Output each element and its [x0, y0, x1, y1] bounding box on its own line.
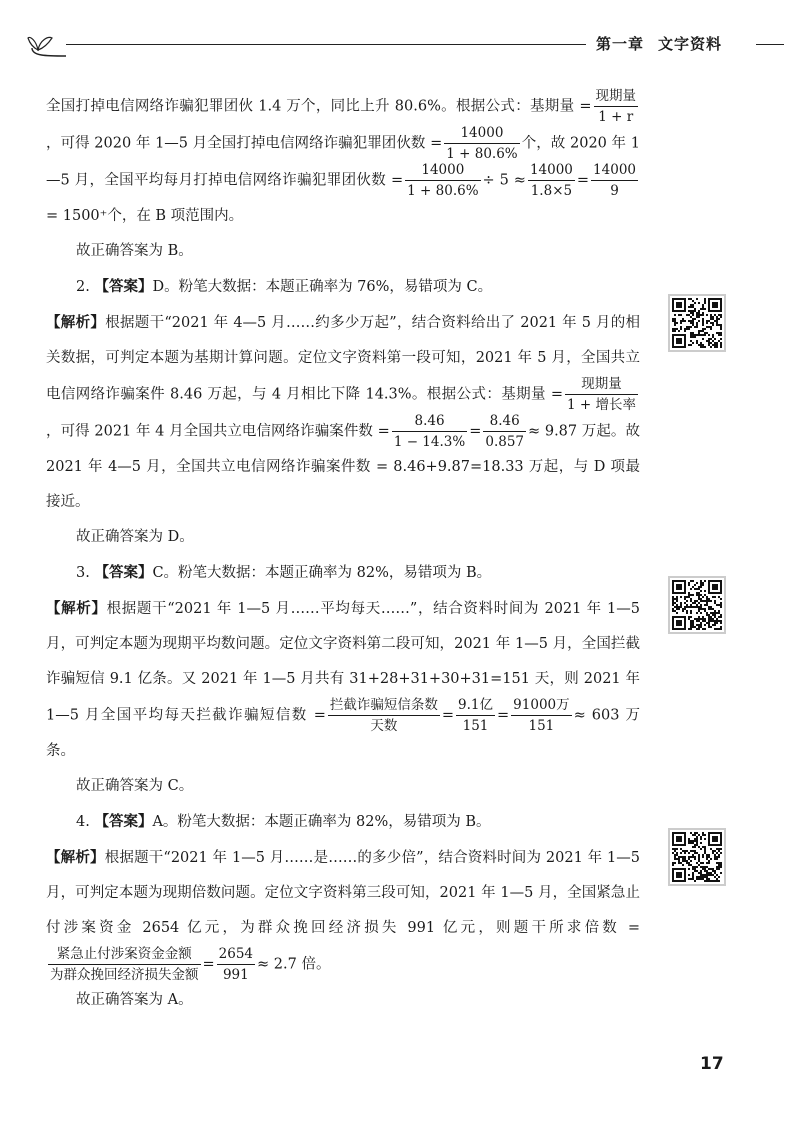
text-run: 故正确答案为 A。: [76, 992, 193, 1008]
fraction-numerator: 14000: [444, 125, 519, 144]
label-bracket: 【答案】: [94, 278, 153, 295]
label-bracket: 【解析】: [46, 849, 105, 866]
fraction-denominator: 1 + 80.6%: [446, 146, 518, 162]
paragraph: [46, 520, 640, 555]
text-run: ≈ 2.7 倍。: [257, 956, 331, 973]
text-run: =: [469, 423, 482, 440]
fraction-denominator: 1.8×5: [530, 183, 573, 199]
paragraph: [46, 555, 640, 591]
fraction-denominator: 天数: [370, 718, 398, 734]
text-run: C。粉笔大数据：本题正确率为 82%，易错项为 B。: [152, 565, 492, 581]
text-run: ÷ 5 ≈: [482, 172, 526, 189]
text-run: ≈ 603 万条。: [46, 707, 640, 759]
paragraph: [46, 305, 640, 520]
fraction: [217, 946, 255, 983]
fraction-denominator: 151: [528, 718, 555, 734]
text-run: D。粉笔大数据：本题正确率为 76%，易错项为 C。: [152, 279, 493, 295]
text-run: =: [576, 172, 590, 189]
paragraph: [46, 840, 640, 983]
text-run: 故正确答案为 B。: [76, 243, 193, 259]
header-rule: [66, 44, 586, 45]
fraction: [591, 162, 638, 199]
paragraph: [46, 88, 640, 234]
paragraph: [46, 234, 640, 269]
fraction-denominator: 1 − 14.3%: [393, 434, 466, 450]
text-run: 4.: [76, 814, 95, 830]
fraction: [565, 376, 638, 413]
text-run: A。粉笔大数据：本题正确率为 82%，易错项为 B。: [152, 814, 491, 830]
fraction: [392, 413, 467, 450]
fraction-numerator: 9.1亿: [456, 697, 495, 716]
fraction-denominator: 9: [610, 183, 619, 199]
text-run: =: [441, 707, 455, 724]
fraction-denominator: 1 + r: [598, 109, 634, 125]
paragraph: [46, 591, 640, 769]
fraction-numerator: 91000万: [511, 697, 571, 716]
text-run: ，可得 2021 年 4 月全国共立电信网络诈骗案件数 =: [46, 423, 390, 440]
page-header: [26, 26, 786, 66]
chapter-label: 第一章: [596, 35, 645, 53]
fraction: [48, 946, 201, 983]
label-bracket: 【解析】: [46, 314, 106, 331]
text-run: 根据题干“2021 年 4—5 月……约多少万起”，结合资料给出了 2021 年 5 月的相关数据，可判定本题为基期计算问题。定位文字资料第一段可知，2021 年 5 月，全国共立电信网络诈骗案件 8.46 万起，与 4 月相比下降 14.3%。根据公式：基期量 =: [46, 315, 641, 403]
fraction: [511, 697, 571, 734]
page-number: 17: [700, 1054, 724, 1074]
paragraph: [46, 769, 640, 804]
label-bracket: 【答案】: [94, 813, 153, 830]
qr-code-icon[interactable]: [668, 576, 726, 634]
fraction: [444, 125, 519, 162]
fraction: [405, 162, 480, 199]
text-run: 3.: [76, 565, 95, 581]
chapter-title: [596, 33, 722, 54]
text-run: =: [497, 707, 510, 724]
text-run: =: [202, 956, 215, 973]
section-label: 文字资料: [658, 35, 723, 53]
text-run: 个，故 2020 年 1—5 月，全国平均每月打掉电信网络诈骗犯罪团伙数 =: [46, 135, 640, 189]
fraction-numerator: 紧急止付涉案资金金额: [48, 946, 201, 965]
text-run: 全国打掉电信网络诈骗犯罪团伙 1.4 万个，同比上升 80.6%。根据公式：基期量 =: [46, 98, 592, 115]
fraction-numerator: 拦截诈骗短信条数: [328, 697, 440, 716]
fraction-numerator: 8.46: [483, 413, 526, 432]
paragraph: [46, 804, 640, 840]
fraction-numerator: 现期量: [594, 88, 639, 107]
fraction-denominator: 为群众挽回经济损失金额: [50, 967, 199, 983]
fraction-numerator: 14000: [528, 162, 575, 181]
text-run: ，可得 2020 年 1—5 月全国打掉电信网络诈骗犯罪团伙数 =: [46, 135, 443, 152]
paragraph: [46, 983, 640, 1018]
text-run: 2.: [76, 279, 95, 295]
header-rule-right: [756, 44, 784, 45]
fraction: [328, 697, 440, 734]
fraction-denominator: 151: [462, 718, 489, 734]
fraction-numerator: 14000: [405, 162, 480, 181]
text-run: 故正确答案为 C。: [76, 778, 194, 794]
text-run: 根据题干“2021 年 1—5 月……平均每天……”，结合资料时间为 2021 年 1—5 月，可判定本题为现期平均数问题。定位文字资料第二段可知，2021 年 1—5 月，全国拦截诈骗短信 9.1 亿条。又 2021 年 1—5 月共有 31+28+31+30+31=151 天，则 2021 年 1—5 月全国平均每天拦截诈骗短信数 =: [46, 601, 640, 724]
text-run: ≈ 9.87 万起。故 2021 年 4—5 月，全国共立电信网络诈骗案件数 = 8.46+9.87=18.33 万起，与 D 项最接近。: [46, 423, 640, 510]
fraction-numerator: 现期量: [565, 376, 638, 395]
qr-code-icon[interactable]: [668, 294, 726, 352]
text-run: 故正确答案为 D。: [76, 529, 194, 545]
fraction: [456, 697, 495, 734]
fraction-numerator: 2654: [217, 946, 255, 965]
fraction-denominator: 0.857: [485, 434, 525, 450]
fraction: [528, 162, 575, 199]
fraction-denominator: 1 + 80.6%: [407, 183, 479, 199]
answer-content: [46, 88, 640, 1018]
paragraph: [46, 269, 640, 305]
fraction-numerator: 8.46: [392, 413, 467, 432]
sprout-icon: [26, 26, 66, 62]
fraction-denominator: 991: [222, 967, 249, 983]
fraction-denominator: 1 + 增长率: [567, 397, 636, 413]
label-bracket: 【答案】: [94, 564, 153, 581]
fraction-numerator: 14000: [591, 162, 638, 181]
qr-code-icon[interactable]: [668, 828, 726, 886]
text-run: 根据题干“2021 年 1—5 月……是……的多少倍”，结合资料时间为 2021 年 1—5 月，可判定本题为现期倍数问题。定位文字资料第三段可知，2021 年 1—5 月，全国紧急止付涉案资金 2654 亿元，为群众挽回经济损失 991 亿元，则题干所求倍数 =: [46, 850, 641, 936]
fraction: [594, 88, 639, 125]
text-run: = 1500⁺个，在 B 项范围内。: [46, 208, 244, 224]
label-bracket: 【解析】: [46, 600, 107, 617]
fraction: [483, 413, 526, 450]
